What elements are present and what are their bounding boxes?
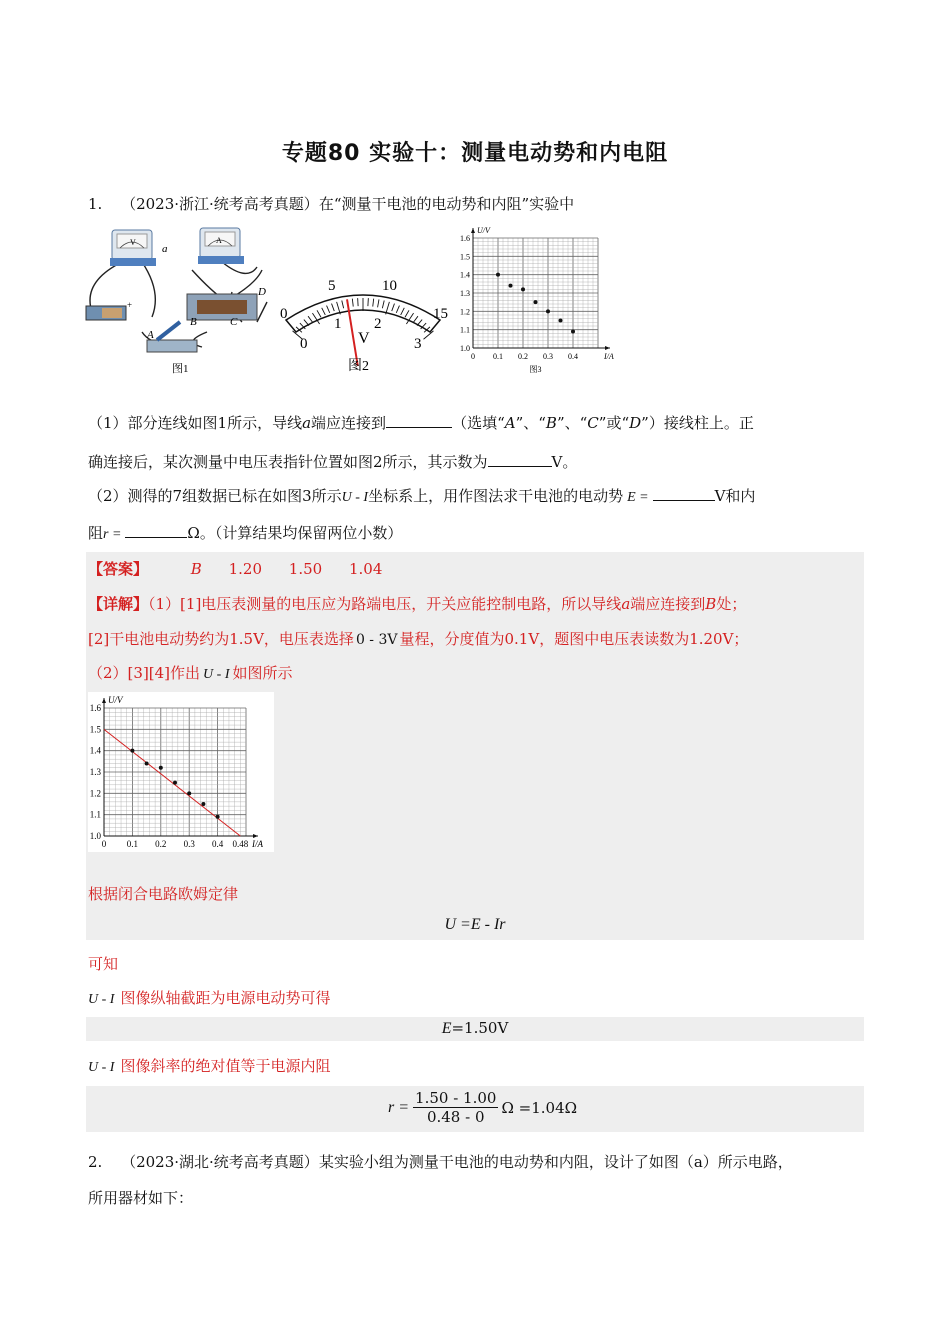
q1-part2-line2 bbox=[88, 522, 402, 543]
fig1-label-a: a bbox=[162, 243, 168, 255]
detail-range: 0 - 3V bbox=[355, 632, 398, 648]
dial-top-0: 0 bbox=[280, 306, 288, 322]
q1-p1b: 端应连接到 bbox=[311, 414, 387, 432]
q1-optB: B bbox=[545, 414, 557, 432]
data-point bbox=[559, 319, 563, 323]
x-tick-label: 0 bbox=[101, 839, 107, 849]
y-tick-label: 1.4 bbox=[460, 270, 470, 280]
q1-sep3: ”或“ bbox=[598, 414, 630, 432]
detail-l6: 图像斜率的绝对值等于电源内阻 bbox=[120, 1057, 331, 1075]
y-tick-label: 1.3 bbox=[460, 289, 470, 298]
figure-1-circuit bbox=[82, 222, 277, 377]
fig1-label-D: D bbox=[258, 286, 266, 298]
data-point bbox=[521, 287, 525, 291]
data-point bbox=[145, 761, 149, 765]
q1-intro: 在“测量干电池的电动势和内阻”实验中 bbox=[318, 195, 575, 213]
x-tick-label: 0.2 bbox=[155, 839, 167, 849]
q1-header bbox=[88, 193, 574, 214]
q1-p2d: 阻 bbox=[88, 524, 104, 542]
dial-tick bbox=[424, 331, 434, 339]
data-point bbox=[201, 802, 205, 806]
answer-value-1: B bbox=[190, 560, 202, 578]
detail-line-5 bbox=[88, 987, 330, 1008]
detail-l3b: 如图所示 bbox=[232, 664, 293, 682]
y-tick-label: 1.4 bbox=[89, 745, 101, 756]
answer-value-2: 1.20 bbox=[228, 560, 263, 578]
dial-bottom-2: 2 bbox=[374, 316, 382, 332]
page-title: 专题80 实验十：测量电动势和内电阻 bbox=[281, 141, 669, 166]
detail-ui: U - I bbox=[203, 667, 230, 682]
q1-part1-line1 bbox=[88, 412, 754, 433]
answer-value-4: 1.04 bbox=[348, 560, 383, 578]
fig1-voltmeter-label: V bbox=[130, 238, 136, 247]
q1-p2c: V和内 bbox=[714, 487, 756, 505]
dial-unit: V bbox=[358, 330, 370, 347]
detail-l5: 图像纵轴截距为电源电动势可得 bbox=[120, 989, 331, 1007]
detail-ui-2: U - I bbox=[88, 992, 115, 1007]
q1-number: 1. bbox=[88, 195, 103, 213]
x-tick-label: 0 bbox=[471, 352, 475, 361]
equation-3-numerator: 1.50 - 1.00 bbox=[415, 1089, 497, 1107]
x-tick-label: 0.4 bbox=[211, 839, 224, 849]
q1-sep1: ”、“ bbox=[515, 414, 546, 432]
data-point bbox=[496, 273, 500, 277]
q1-blank-4[interactable] bbox=[125, 523, 187, 538]
q2-text-1: 某实验小组为测量干电池的电动势和内阻，设计了如图（a）所示电路， bbox=[318, 1153, 793, 1171]
q1-sep2: ”、“ bbox=[556, 414, 588, 432]
dial-bottom-1: 1 bbox=[334, 316, 342, 332]
fig1-label-B: B bbox=[190, 316, 197, 328]
q1-p1d: ”）接线柱上。正 bbox=[641, 414, 754, 432]
dial-bottom-3: 3 bbox=[414, 336, 422, 352]
detail-l3a: （2）[3][4]作出 bbox=[88, 664, 201, 682]
x-axis-label: I/A bbox=[252, 839, 263, 849]
fig1-ammeter-label: A bbox=[216, 236, 222, 245]
data-point bbox=[159, 766, 163, 770]
detail-ui-3: U - I bbox=[88, 1060, 115, 1075]
y-axis-arrow bbox=[471, 228, 475, 233]
detail-line-3 bbox=[88, 662, 293, 683]
y-tick-label: 1.0 bbox=[89, 831, 101, 841]
y-axis-arrow bbox=[102, 698, 106, 703]
x-tick-label: 0.1 bbox=[126, 839, 139, 849]
y-tick-label: 1.6 bbox=[460, 234, 470, 243]
answer-label: 【答案】 bbox=[88, 560, 149, 578]
fig1-label-C: C bbox=[230, 316, 238, 328]
fig1-caption: 图1 bbox=[172, 363, 189, 375]
dial-top-15: 15 bbox=[433, 306, 448, 322]
y-tick-label: 1.2 bbox=[460, 307, 470, 317]
q1-optA: A bbox=[504, 414, 516, 432]
x-tick-label: 0.3 bbox=[183, 839, 195, 849]
data-point bbox=[546, 309, 550, 313]
equation-3-rhs: Ω =1.04Ω bbox=[501, 1098, 578, 1117]
x-axis-label: I/A bbox=[604, 352, 614, 361]
detail-var-B: B bbox=[705, 595, 717, 613]
data-point bbox=[173, 781, 177, 785]
detail-kezhi: 可知 bbox=[88, 955, 119, 973]
equation-1-text: U =E - Ir bbox=[444, 916, 506, 933]
chart-caption: 图3 bbox=[529, 365, 542, 374]
y-tick-label: 1.0 bbox=[460, 344, 470, 353]
q1-p2e: Ω。（计算结果均保留两位小数） bbox=[187, 524, 403, 542]
data-point bbox=[216, 815, 220, 819]
figure-2-voltmeter-dial bbox=[278, 270, 458, 380]
data-point bbox=[130, 749, 134, 753]
q1-blank-2[interactable] bbox=[488, 452, 552, 467]
y-tick-label: 1.5 bbox=[89, 724, 101, 735]
y-tick-label: 1.1 bbox=[460, 325, 470, 335]
dial-bottom-0: 0 bbox=[300, 336, 308, 352]
q1-p1f: V。 bbox=[551, 453, 578, 471]
q2-line-1 bbox=[88, 1151, 793, 1172]
x-tick-label: 0.3 bbox=[543, 352, 553, 361]
detail-line-6 bbox=[88, 1055, 330, 1076]
data-point bbox=[509, 284, 513, 288]
detail-label: 【详解】 bbox=[88, 595, 149, 613]
fig2-caption: 图2 bbox=[348, 359, 369, 374]
q1-blank-1[interactable] bbox=[386, 413, 452, 428]
detail-law: 根据闭合电路欧姆定律 bbox=[88, 885, 239, 903]
x-tick-label: 0.4 bbox=[568, 352, 578, 361]
data-point bbox=[534, 300, 538, 304]
equation-3 bbox=[388, 1089, 577, 1126]
q2-line-2: 所用器材如下： bbox=[88, 1189, 194, 1207]
x-tick-label: 0.1 bbox=[493, 352, 503, 361]
answer-line bbox=[88, 558, 382, 579]
detail-line-2 bbox=[88, 628, 748, 649]
detail-var-a: a bbox=[621, 595, 631, 613]
q1-ui: U - I bbox=[341, 490, 369, 505]
fig1-label-A: A bbox=[147, 329, 154, 341]
equation-3-denominator: 0.48 - 0 bbox=[426, 1108, 485, 1126]
equation-1 bbox=[0, 914, 950, 934]
x-axis-arrow bbox=[605, 346, 610, 350]
y-tick-label: 1.6 bbox=[89, 703, 101, 713]
detail-l1b: 端应连接到 bbox=[630, 595, 706, 613]
q1-E: E = bbox=[627, 490, 649, 505]
y-axis-label: U/V bbox=[477, 226, 490, 235]
x-tick-label: 0.48 bbox=[232, 839, 249, 849]
dial-top-5: 5 bbox=[328, 278, 336, 294]
fig1-plus: + bbox=[127, 300, 133, 310]
detail-line-1 bbox=[88, 593, 746, 614]
x-axis-arrow bbox=[253, 834, 258, 838]
detail-l2b: 量程，分度值为0.1V，题图中电压表读数为1.20V； bbox=[399, 630, 749, 648]
q1-part2-line1 bbox=[88, 485, 755, 506]
equation-2-lhs: E bbox=[441, 1020, 452, 1037]
detail-l1c: 处； bbox=[716, 595, 747, 613]
q1-p2b: 坐标系上，用作图法求干电池的电动势 bbox=[368, 487, 624, 505]
dial-top-10: 10 bbox=[382, 278, 397, 294]
q1-var-a: a bbox=[302, 414, 312, 432]
equation-3-lhs: r = bbox=[388, 1098, 410, 1116]
figure-3-chart bbox=[455, 220, 625, 380]
q2-number: 2. bbox=[88, 1153, 103, 1171]
q1-p1a: （1）部分连线如图1所示，导线 bbox=[88, 414, 303, 432]
q1-r: r = bbox=[103, 527, 122, 542]
q1-p1c: （选填“ bbox=[452, 414, 505, 432]
data-point bbox=[187, 791, 191, 795]
y-tick-label: 1.2 bbox=[89, 788, 101, 799]
answer-chart bbox=[88, 692, 274, 852]
q2-source: （2023·湖北·统考高考真题） bbox=[121, 1153, 319, 1171]
q1-source: （2023·浙江·统考高考真题） bbox=[121, 195, 319, 213]
equation-2-rhs: =1.50V bbox=[451, 1019, 509, 1037]
detail-l2a: [2]干电池电动势约为1.5V，电压表选择 bbox=[88, 630, 354, 648]
q1-optD: D bbox=[629, 414, 642, 432]
y-tick-label: 1.1 bbox=[89, 809, 101, 820]
equation-3-fraction bbox=[413, 1089, 498, 1126]
detail-l1a: （1）[1]电压表测量的电压应为路端电压，开关应能控制电路，所以导线 bbox=[148, 595, 622, 613]
answer-value-3: 1.50 bbox=[288, 560, 323, 578]
equation-2 bbox=[0, 1018, 950, 1038]
q1-blank-3[interactable] bbox=[653, 486, 715, 501]
y-axis-label: U/V bbox=[108, 695, 123, 705]
q1-p2a: （2）测得的7组数据已标在如图3所示 bbox=[88, 487, 342, 505]
q1-part1-line2 bbox=[88, 451, 577, 472]
x-tick-label: 0.2 bbox=[518, 352, 528, 361]
q1-p1e: 确连接后，某次测量中电压表指针位置如图2所示，其示数为 bbox=[88, 453, 488, 471]
data-point bbox=[571, 330, 575, 334]
q1-optC: C bbox=[587, 414, 599, 432]
y-tick-label: 1.5 bbox=[460, 252, 470, 262]
y-tick-label: 1.3 bbox=[89, 767, 101, 777]
